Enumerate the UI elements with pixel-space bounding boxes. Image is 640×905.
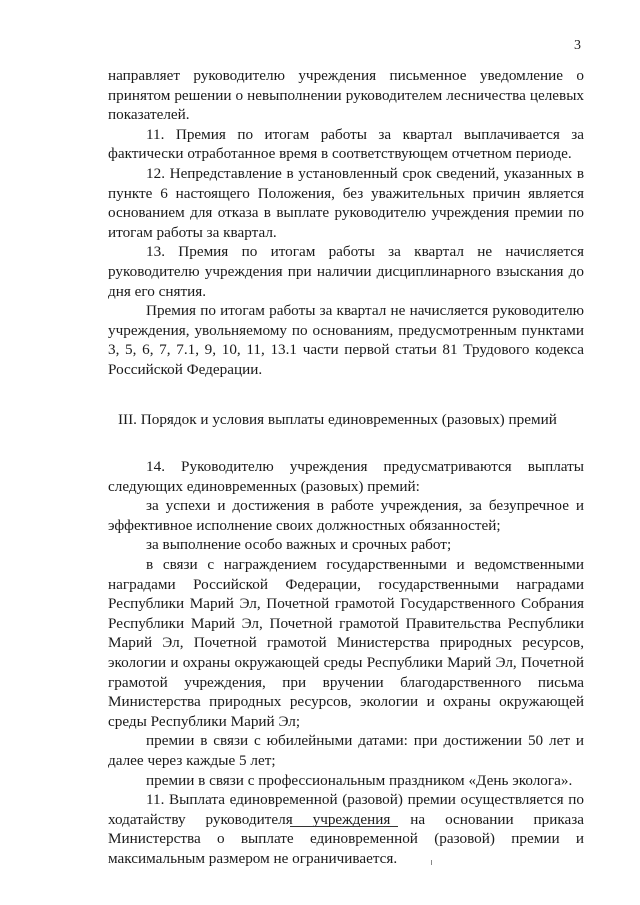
paragraph-11: 11. Премия по итогам работы за квартал выплачивается за фактически отработанное время в соответствующем отчетном периоде. [108, 125, 584, 163]
separator-line [290, 826, 398, 827]
scan-mark [431, 860, 432, 865]
list-item-urgent-work: за выполнение особо важных и срочных работ; [146, 536, 452, 554]
section-heading: III. Порядок и условия выплаты единовременных (разовых) премий [118, 410, 557, 428]
paragraph-14: 14. Руководителю учреждения предусматриваются выплаты следующих единовременных (разовых) премий: [108, 458, 584, 495]
list-item-achievements: за успехи и достижения в работе учреждения, за безупречное и эффективное исполнение своих должностных обязанностей; [108, 497, 584, 534]
document-body [108, 66, 584, 869]
list-item-awards: в связи с награждением государственными и ведомственными наградами Российской Федерации, государственными наградами Республики Марий Эл, Почетной грамотой Государственного Собрания Республики Марий Эл, Почетной грамотой Правительства Республики Марий Эл, Почетной грамотой Министерства природных ресурсов, экологии и охраны окружающей среды Республики Марий Эл, Почетной грамотой учреждения, при вручении благодарственного письма Министерства природных ресурсов, экологии и охраны окружающей среды Республики Марий Эл; [108, 556, 584, 730]
paragraph-continuation: направляет руководителю учреждения письменное уведомление о принятом решении о невыполнении руководителем лесничества целевых показателей. [108, 67, 584, 124]
paragraph-13: 13. Премия по итогам работы за квартал не начисляется руководителю учреждения при наличии дисциплинарного взыскания до дня его снятия. [108, 243, 584, 300]
paragraph-payment: 11. Выплата единовременной (разовой) премии осуществляется по ходатайству руководителя учреждения на основании приказа Министерства о выплате единовременной (разовой) премии и максимальным размером не ограничивается. [108, 791, 584, 867]
paragraph-12: 12. Непредставление в установленный срок сведений, указанных в пункте 6 настоящего Положения, без уважительных причин является основанием для отказа в выплате руководителю учреждения премии по итогам работы за квартал. [108, 164, 584, 241]
list-item-anniversary: премии в связи с юбилейными датами: при достижении 50 лет и далее через каждые 5 лет; [108, 732, 584, 769]
page-number: 3 [574, 38, 581, 53]
paragraph-13-note: Премия по итогам работы за квартал не начисляется руководителю учреждения, увольняемому по основаниям, предусмотренным пунктами 3, 5, 6, 7, 7.1, 9, 10, 11, 13.1 части первой статьи 81 Трудового кодекса Российской Федерации. [108, 302, 584, 378]
list-item-ecologist-day: премии в связи с профессиональным праздником «День эколога». [146, 771, 573, 789]
